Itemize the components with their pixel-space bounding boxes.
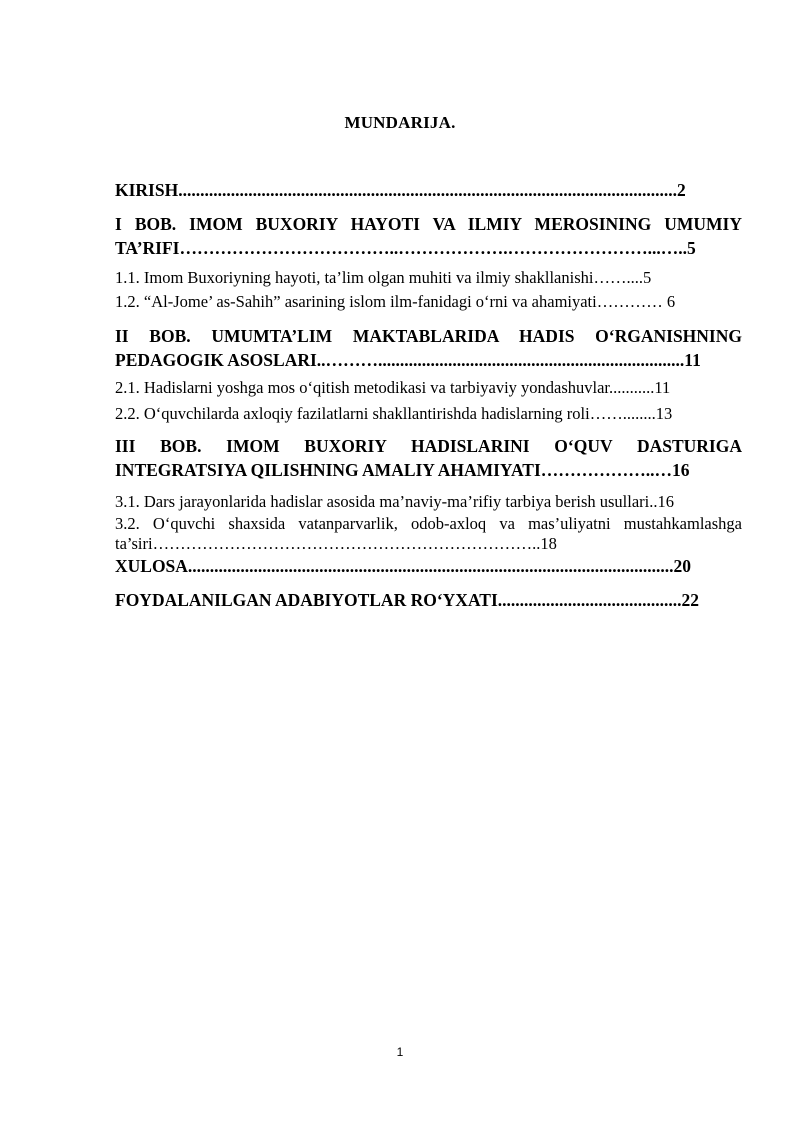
toc-entry-section-1-2[interactable]: 1.2. “Al-Jome’ as-Sahih” asarining islom ilm-fanidagi o‘rni va ahamiyati………… 6 <box>115 292 676 311</box>
table-of-contents <box>115 178 742 612</box>
toc-entry-chapter-1[interactable]: I BOB. IMOM BUXORIY HAYOTI VA ILMIY MEROSINING UMUMIY TA’RIFI………………………………..……………….……………………...…..5 <box>115 214 742 258</box>
page-number: 1 <box>396 1045 404 1059</box>
toc-entry-references[interactable]: FOYDALANILGAN ADABIYOTLAR RO‘YXATI..........................................22 <box>115 590 700 610</box>
toc-entry-section-1-1[interactable]: 1.1. Imom Buxoriyning hayoti, ta’lim olgan muhiti va ilmiy shakllanishi……....5 <box>115 268 652 287</box>
toc-entry-kirish[interactable]: KIRISH..................................................................................................................2 <box>115 180 686 200</box>
toc-entry-section-3-2[interactable]: 3.2. O‘quvchi shaxsida vatanparvarlik, odob-axloq va mas’uliyatni mustahkamlashga ta’siri……………………………………………………………..18 <box>115 514 742 553</box>
toc-entry-xulosa[interactable]: XULOSA...............................................................................................................20 <box>115 556 692 576</box>
toc-entry-chapter-2[interactable]: II BOB. UMUMTA’LIM MAKTABLARIDA HADIS O‘RGANISHNING PEDAGOGIK ASOSLARI..………......................................................................11 <box>115 326 742 370</box>
toc-entry-section-2-1[interactable]: 2.1. Hadislarni yoshga mos o‘qitish metodikasi va tarbiyaviy yondashuvlar...........11 <box>115 378 671 397</box>
page-title: MUNDARIJA. <box>344 113 456 132</box>
toc-entry-section-2-2[interactable]: 2.2. O‘quvchilarda axloqiy fazilatlarni shakllantirishda hadislarning roli……........13 <box>115 404 673 423</box>
toc-entry-chapter-3[interactable]: III BOB. IMOM BUXORIY HADISLARINI O‘QUV DASTURIGA INTEGRATSIYA QILISHNING AMALIY AHAMIYATI………………..…16 <box>115 436 742 480</box>
toc-entry-section-3-1[interactable]: 3.1. Dars jarayonlarida hadislar asosida ma’naviy-ma’rifiy tarbiya berish usullari..16 <box>115 492 674 511</box>
